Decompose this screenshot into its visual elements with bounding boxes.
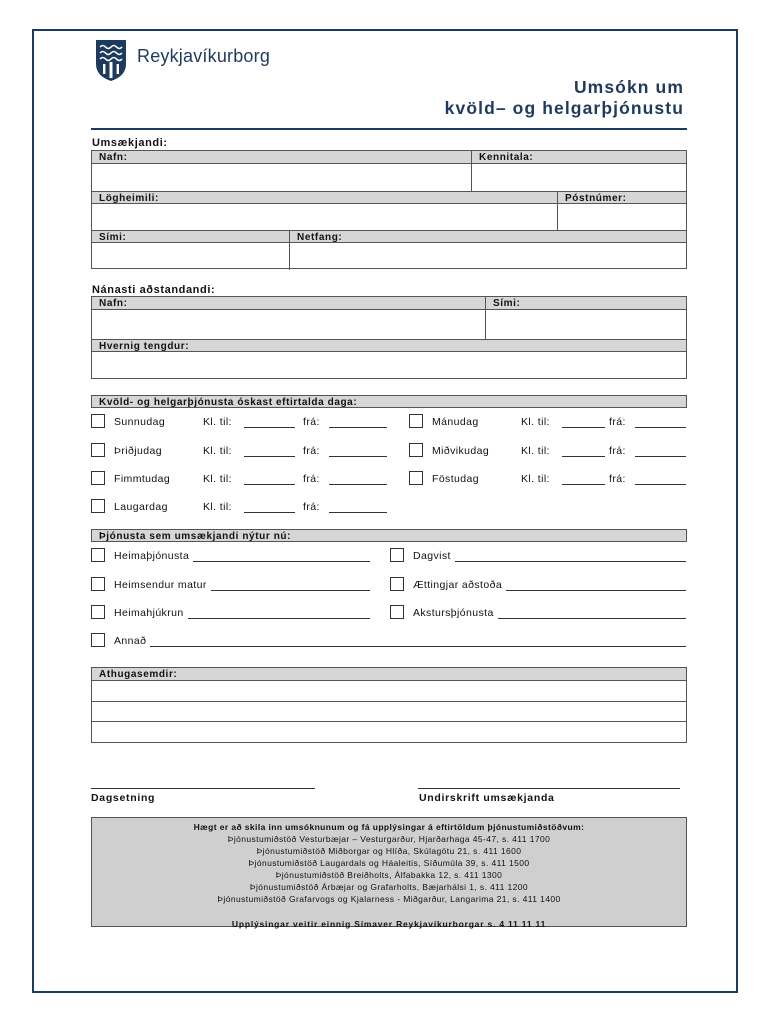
service-checkbox[interactable] [390, 548, 404, 562]
applicant-address-input[interactable] [92, 204, 557, 231]
service-checkbox[interactable] [91, 577, 105, 591]
signature-line[interactable] [418, 778, 680, 789]
service-checkbox[interactable] [91, 633, 105, 647]
fra-label: frá: [609, 416, 626, 428]
footer-center-2: Þjónustumiðstöð Miðborgar og Hlíða, Skúlagötu 21, s. 411 1600 [256, 846, 522, 856]
time-to-input[interactable] [244, 501, 295, 513]
days-header [91, 395, 687, 408]
applicant-header-row-2 [92, 191, 686, 204]
service-checkbox[interactable] [390, 577, 404, 591]
day-checkbox[interactable] [409, 443, 423, 457]
service-label: Dagvist [413, 549, 455, 563]
remarks-table [91, 667, 687, 743]
kl-til-label: Kl. til: [521, 445, 550, 457]
fra-label: frá: [303, 445, 320, 457]
service-label: Heimahjúkrun [114, 606, 188, 620]
relative-name-label: Nafn: [99, 298, 128, 309]
day-label: Þriðjudag [114, 445, 162, 457]
remarks-header-label: Athugasemdir: [99, 669, 178, 680]
time-from-input[interactable] [635, 445, 686, 457]
time-from-input[interactable] [329, 445, 387, 457]
relative-table [91, 296, 687, 379]
applicant-table [91, 150, 687, 269]
relative-section-label: Nánasti aðstandandi: [92, 284, 216, 296]
service-checkbox[interactable] [91, 605, 105, 619]
remarks-line-2[interactable] [92, 702, 686, 721]
time-to-input[interactable] [244, 445, 295, 457]
footer-center-5: Þjónustumiðstöð Árbæjar og Grafarholts, Bæjarhálsi 1, s. 411 1200 [249, 882, 529, 892]
form-title [445, 77, 684, 119]
day-label: Laugardag [114, 501, 168, 513]
remarks-line-3[interactable] [92, 722, 686, 742]
footer-center-6: Þjónustumiðstöð Grafarvogs og Kjalarness - Miðgarður, Langarima 21, s. 411 1400 [217, 894, 561, 904]
kl-til-label: Kl. til: [203, 445, 232, 457]
time-from-input[interactable] [329, 473, 387, 485]
title-line-1: Umsókn um [573, 77, 684, 97]
applicant-section-label: Umsækjandi: [92, 137, 168, 149]
day-checkbox[interactable] [409, 414, 423, 428]
service-label: Akstursþjónusta [413, 606, 498, 620]
signature-label: Undirskrift umsækjanda [419, 792, 555, 804]
footer-info-box [91, 817, 687, 927]
time-from-input[interactable] [329, 501, 387, 513]
fra-label: frá: [609, 473, 626, 485]
time-to-input[interactable] [244, 416, 295, 428]
applicant-name-label: Nafn: [99, 152, 128, 163]
footer-intro: Hægt er að skila inn umsóknunum og fá upplýsingar á eftirtöldum þjónustumiðstöðvum: [193, 822, 585, 832]
footer-center-3: Þjónustumiðstöð Laugardals og Háaleitis, Síðumúla 39, s. 411 1500 [248, 858, 530, 868]
kl-til-label: Kl. til: [521, 473, 550, 485]
relative-phone-label: Sími: [493, 298, 521, 309]
footer-center-4: Þjónustumiðstöð Breiðholts, Álfabakka 12, s. 411 1300 [275, 870, 503, 880]
time-from-input[interactable] [635, 473, 686, 485]
footer-center-1: Þjónustumiðstöð Vesturbæjar – Vesturgarður, Hjarðarhaga 45-47, s. 411 1700 [227, 834, 551, 844]
relative-relation-input[interactable] [92, 352, 686, 378]
date-line[interactable] [91, 778, 315, 789]
kl-til-label: Kl. til: [203, 501, 232, 513]
applicant-postcode-input[interactable] [558, 204, 686, 231]
kl-til-label: Kl. til: [203, 473, 232, 485]
applicant-email-label: Netfang: [297, 232, 343, 243]
day-checkbox[interactable] [91, 414, 105, 428]
service-label: Heimaþjónusta [114, 549, 193, 563]
title-line-2: kvöld– og helgarþjónustu [444, 98, 684, 118]
day-label: Föstudag [432, 473, 479, 485]
fra-label: frá: [609, 445, 626, 457]
services-header [91, 529, 687, 542]
day-label: Fimmtudag [114, 473, 171, 485]
time-to-input[interactable] [244, 473, 295, 485]
applicant-id-label: Kennitala: [479, 152, 534, 163]
service-label: Annað [114, 634, 150, 648]
service-label: Heimsendur matur [114, 578, 211, 592]
service-label: Ættingjar aðstoða [413, 578, 506, 592]
relative-phone-input[interactable] [486, 310, 686, 339]
fra-label: frá: [303, 501, 320, 513]
kl-til-label: Kl. til: [203, 416, 232, 428]
fra-label: frá: [303, 416, 320, 428]
days-header-label: Kvöld- og helgarþjónusta óskast eftirtalda daga: [99, 397, 358, 408]
kl-til-label: Kl. til: [521, 416, 550, 428]
relative-header-row-1 [92, 297, 686, 310]
day-label: Sunnudag [114, 416, 166, 428]
time-to-input[interactable] [562, 473, 605, 485]
applicant-header-row-1 [92, 151, 686, 164]
org-name: Reykjavíkurborg [137, 46, 271, 66]
relative-relation-label: Hvernig tengdur: [99, 341, 190, 352]
services-header-label: Þjónusta sem umsækjandi nýtur nú: [99, 531, 292, 542]
time-from-input[interactable] [329, 416, 387, 428]
applicant-phone-label: Sími: [99, 232, 127, 243]
day-checkbox[interactable] [91, 499, 105, 513]
remarks-header [92, 668, 686, 681]
footer-info: Upplýsingar veitir einnig Símaver Reykjavíkurborgar s. 4 11 11 11 [231, 919, 547, 929]
applicant-email-input[interactable] [290, 243, 686, 268]
relative-header-row-2 [92, 339, 686, 352]
relative-name-input[interactable] [92, 310, 485, 339]
applicant-name-input[interactable] [92, 164, 471, 191]
applicant-postcode-label: Póstnúmer: [565, 193, 627, 204]
day-checkbox[interactable] [409, 471, 423, 485]
fra-label: frá: [303, 473, 320, 485]
applicant-address-label: Lögheimili: [99, 193, 159, 204]
applicant-id-input[interactable] [472, 164, 686, 191]
remarks-line-1[interactable] [92, 681, 686, 701]
day-label: Mánudag [432, 416, 479, 428]
service-checkbox[interactable] [91, 548, 105, 562]
service-checkbox[interactable] [390, 605, 404, 619]
service-detail-input[interactable] [114, 635, 686, 647]
day-checkbox[interactable] [91, 471, 105, 485]
day-label: Miðvikudag [432, 445, 490, 457]
time-to-input[interactable] [562, 445, 605, 457]
day-checkbox[interactable] [91, 443, 105, 457]
city-crest-icon [94, 38, 128, 82]
date-label: Dagsetning [91, 792, 156, 804]
applicant-header-row-3 [92, 230, 686, 243]
title-rule [91, 128, 687, 130]
applicant-phone-input[interactable] [92, 243, 289, 268]
time-to-input[interactable] [562, 416, 605, 428]
time-from-input[interactable] [635, 416, 686, 428]
